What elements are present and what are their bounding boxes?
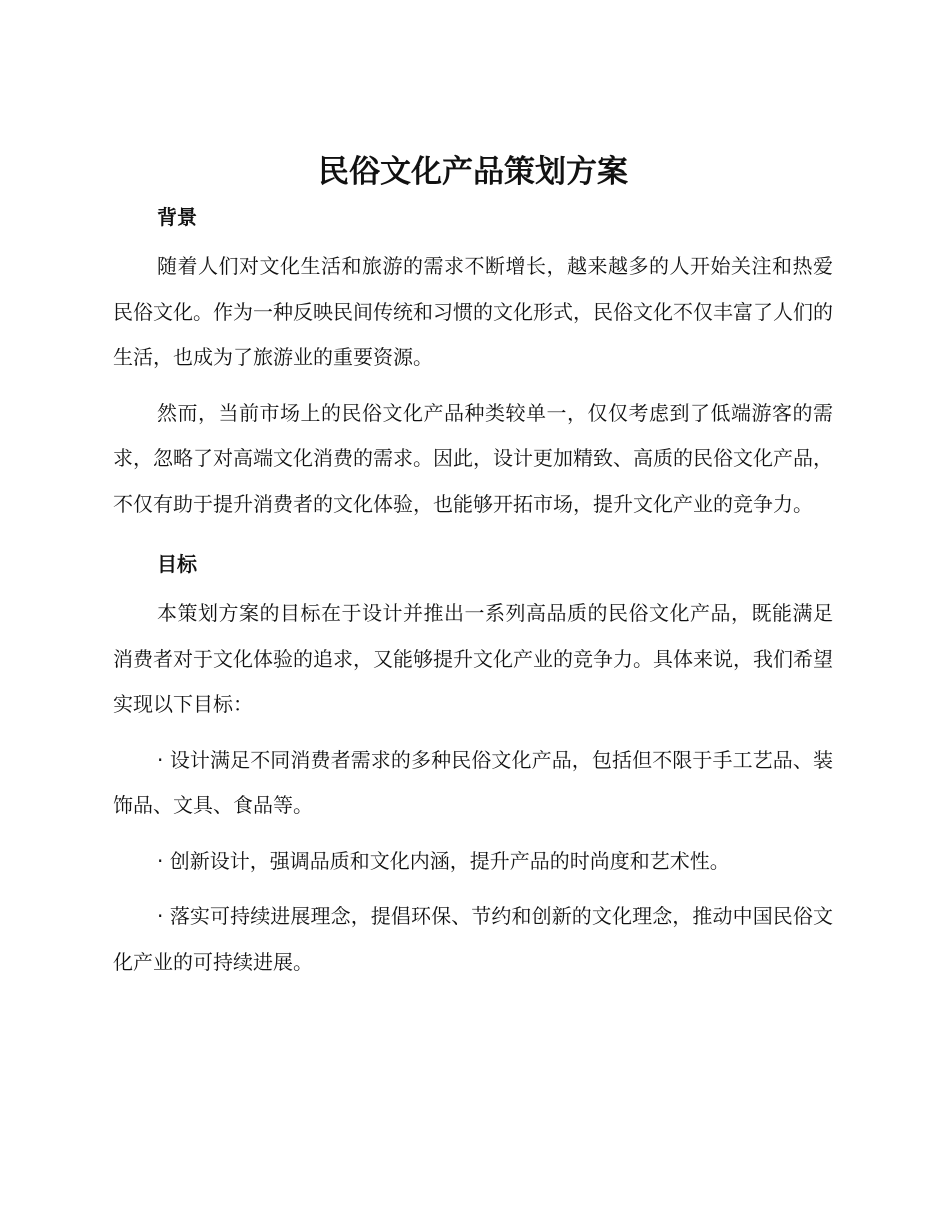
goals-bullet-3: · 落实可持续进展理念，提倡环保、节约和创新的文化理念，推动中国民俗文化产业的可持续进展。: [113, 904, 833, 974]
section-heading-goals: 目标: [157, 552, 197, 576]
background-paragraph-2: 然而，当前市场上的民俗文化产品种类较单一，仅仅考虑到了低端游客的需求，忽略了对高端文化消费的需求。因此，设计更加精致、高质的民俗文化产品，不仅有助于提升消费者的文化体验，也能够开拓市场，提升文化产业的竞争力。: [113, 400, 833, 516]
goals-bullet-2: · 创新设计，强调品质和文化内涵，提升产品的时尚度和艺术性。: [157, 848, 730, 873]
document-body: [113, 150, 833, 985]
goals-paragraph-1: 本策划方案的目标在于设计并推出一系列高品质的民俗文化产品，既能满足消费者对于文化体验的追求，又能够提升文化产业的竞争力。具体来说，我们希望实现以下目标：: [113, 601, 833, 716]
spacer: [113, 884, 833, 894]
spacer: [113, 728, 833, 738]
section-heading-background: 背景: [157, 205, 197, 229]
spacer: [113, 829, 833, 839]
goals-bullet-1: · 设计满足不同消费者需求的多种民俗文化产品，包括但不限于手工艺品、装饰品、文具、食品等。: [113, 747, 833, 817]
spacer: [113, 527, 833, 547]
spacer: [113, 234, 833, 244]
document-title: 民俗文化产品策划方案: [318, 154, 628, 190]
background-paragraph-1: 随着人们对文化生活和旅游的需求不断增长，越来越多的人开始关注和热爱民俗文化。作为一种反映民间传统和习惯的文化形式，民俗文化不仅丰富了人们的生活，也成为了旅游业的重要资源。: [113, 254, 833, 369]
spacer: [113, 581, 833, 591]
spacer: [113, 381, 833, 391]
